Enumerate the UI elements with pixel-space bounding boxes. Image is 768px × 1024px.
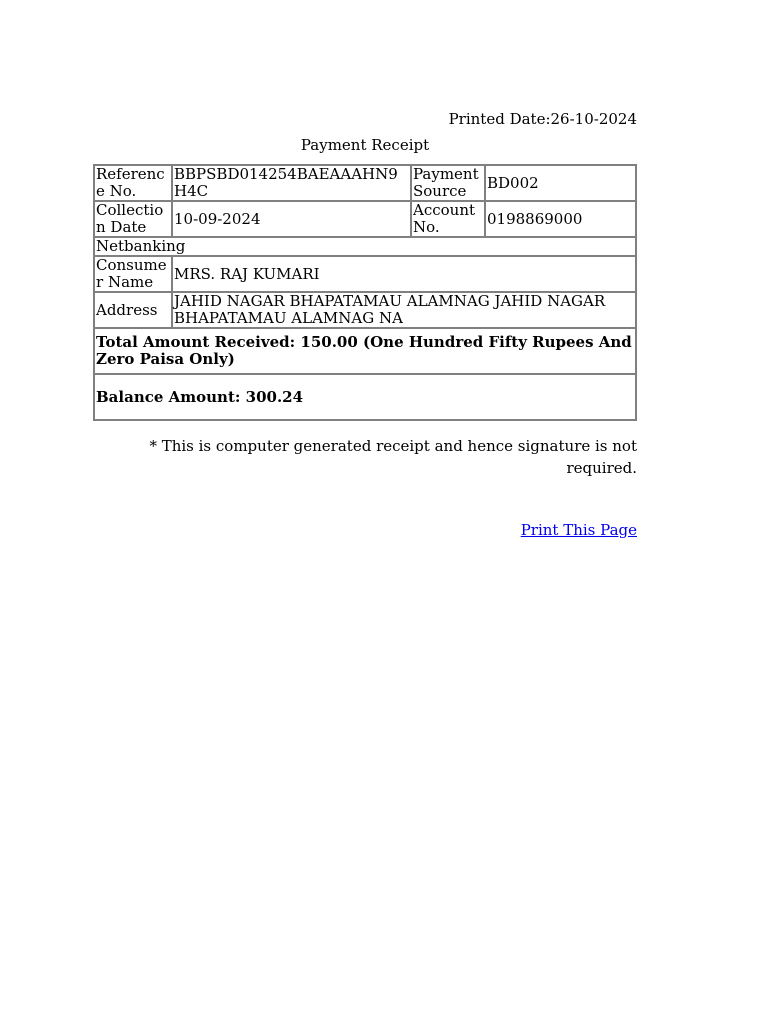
reference-no-value: BBPSBD014254BAEAAAHN9H4C [172,165,411,201]
address-label: Address [94,292,172,328]
table-row [94,328,636,374]
total-amount: Total Amount Received: 150.00 (One Hundred Fifty Rupees And Zero Paisa Only) [94,328,636,374]
payment-mode: Netbanking [94,237,636,256]
printed-date: Printed Date:26-10-2024 [448,110,637,128]
receipt-table [93,164,637,421]
address-value: JAHID NAGAR BHAPATAMAU ALAMNAG JAHID NAGAR BHAPATAMAU ALAMNAG NA [172,292,636,328]
receipt-container [93,108,637,541]
print-link-wrapper [93,519,637,541]
consumer-name-value: MRS. RAJ KUMARI [172,256,636,292]
page-title: Payment Receipt [300,136,430,154]
table-row [94,256,636,292]
table-row [94,201,636,237]
balance-amount: Balance Amount: 300.24 [94,374,636,420]
account-no-value: 0198869000 [485,201,636,237]
table-row [94,237,636,256]
table-row [94,292,636,328]
payment-source-label: Payment Source [411,165,485,201]
table-row [94,165,636,201]
collection-date-value: 10-09-2024 [172,201,411,237]
signature-note: * This is computer generated receipt and hence signature is not required. [149,437,637,477]
reference-no-label: Reference No. [94,165,172,201]
print-page-link[interactable]: Print This Page [520,521,637,539]
account-no-label: Account No. [411,201,485,237]
consumer-name-label: Consumer Name [94,256,172,292]
payment-source-value: BD002 [485,165,636,201]
table-row [94,374,636,420]
collection-date-label: Collection Date [94,201,172,237]
